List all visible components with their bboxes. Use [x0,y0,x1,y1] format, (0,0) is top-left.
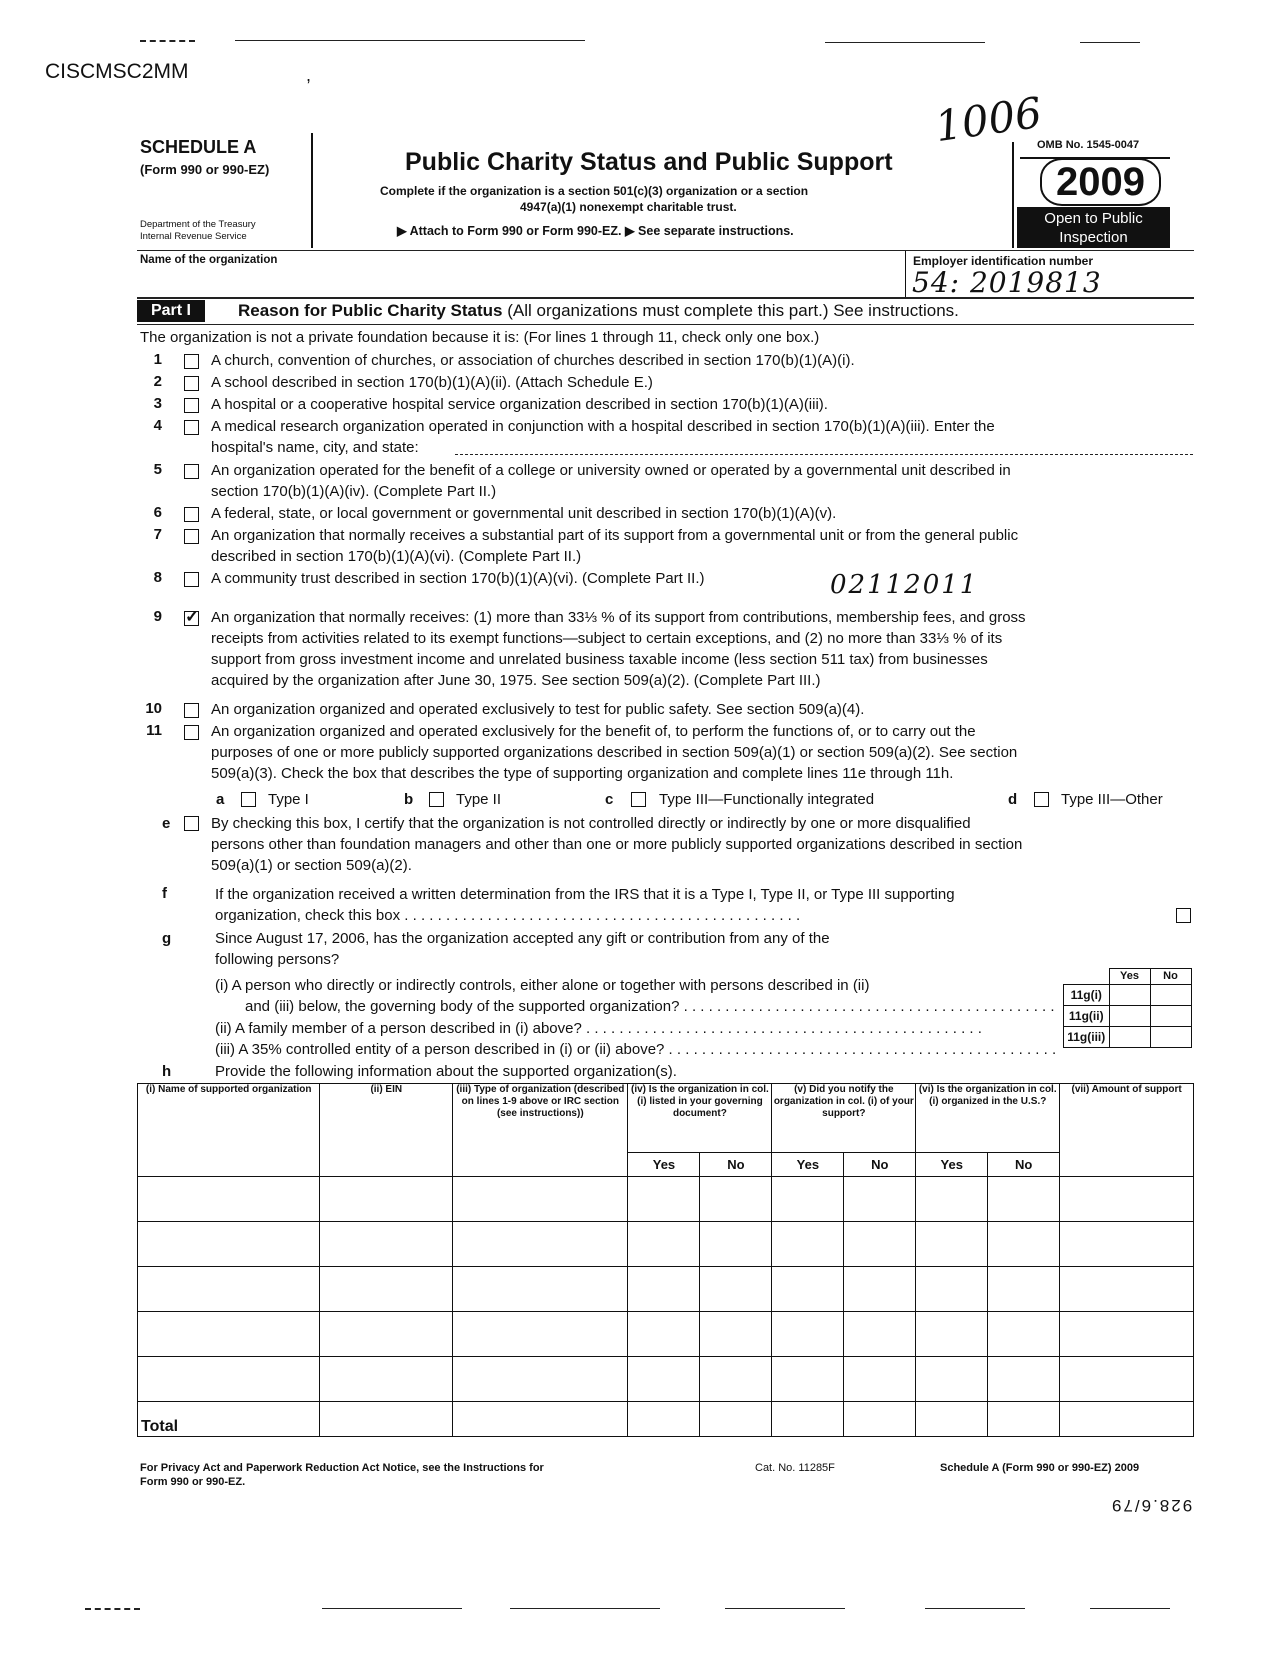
table-cell[interactable] [700,1312,772,1357]
line10-checkbox[interactable] [184,703,199,718]
line-f-text-2 [215,905,1165,926]
col-header-listed-text: (iv) Is the organization in col. (i) listed in your governing document? [631,1084,769,1119]
line-checkbox[interactable] [184,572,199,587]
line-text-continued: section 170(b)(1)(A)(iv). (Complete Part II.) [211,483,497,500]
scan-line [235,40,585,41]
scan-line [1090,1608,1170,1609]
privacy-notice-2: Form 990 or 990-EZ. [140,1476,246,1488]
subtitle-2: 4947(a)(1) nonexempt charitable trust. [520,200,737,214]
table-cell[interactable] [138,1312,320,1357]
total-cell[interactable] [320,1402,453,1437]
line-text: A community trust described in section 170(b)(1)(A)(vi). (Complete Part II.) [211,570,705,587]
type-a-checkbox[interactable] [241,792,256,807]
line-checkbox[interactable] [184,398,199,413]
col-header-listed [628,1084,772,1153]
scan-line [510,1608,660,1609]
type-a-label: Type I [268,791,309,808]
grid-corner [1064,969,1110,985]
type-c-checkbox[interactable] [631,792,646,807]
grid-yes-header: Yes [1109,969,1150,985]
part1-title-bold: Reason for Public Charity Status [238,301,503,320]
table-cell[interactable] [916,1222,988,1267]
type-d-checkbox[interactable] [1034,792,1049,807]
line-text: A church, convention of churches, or association of churches described in section 170(b)(1)(A)(i). [211,352,855,369]
table-cell[interactable] [320,1177,453,1222]
line11-text-1: An organization organized and operated exclusively for the benefit of, to perform the functions of, or to carry out the [211,723,976,740]
part1-intro: The organization is not a private foundation because it is: (For lines 1 through 11, check only one box.) [140,329,820,346]
line-number: 2 [153,373,162,390]
table-cell[interactable] [916,1267,988,1312]
col-header-us [916,1084,1060,1153]
table-row [138,1267,1194,1312]
tax-year: 2009 [1040,158,1161,206]
line-checkbox[interactable] [184,420,199,435]
hospital-name-entry-line[interactable] [455,454,1193,455]
table-cell[interactable] [772,1357,844,1402]
col-header-name [138,1084,320,1177]
scan-line [322,1608,462,1609]
table-body [138,1177,1194,1402]
total-cell[interactable] [772,1402,844,1437]
table-cell[interactable] [138,1357,320,1402]
type-a-letter: a [216,791,225,808]
line-e-text-1: By checking this box, I certify that the organization is not controlled directly or indirectly by one or more disqualified [211,815,971,832]
type-d-label: Type III—Other [1061,791,1163,808]
line9-text-4: acquired by the organization after June 30, 1975. See section 509(a)(2). (Complete Part III.) [211,672,821,689]
table-cell[interactable] [320,1267,453,1312]
line-f-text-2-label: organization, check this box [215,907,401,924]
code-11g-i: 11g(i) [1064,984,1110,1005]
table-cell[interactable] [844,1222,916,1267]
line9-text-1: An organization that normally receives: (1) more than 33⅓ % of its support from contributions, membership fees, and gross [211,609,1026,626]
scan-line [85,1608,140,1610]
leader-dots [582,1020,982,1037]
code-11g-iii: 11g(iii) [1064,1026,1110,1047]
notify-yes: Yes [772,1153,844,1177]
table-row [138,1357,1194,1402]
col-header-ein [320,1084,453,1177]
table-row [138,1312,1194,1357]
answer-11g-iii-yes[interactable] [1109,1026,1150,1047]
type-c-label: Type III—Functionally integrated [659,791,875,808]
line10-text: An organization organized and operated exclusively to test for public safety. See section 509(a)(4). [211,701,865,718]
table-cell[interactable] [1060,1312,1194,1357]
total-label: Total [138,1402,320,1437]
line-checkbox[interactable] [184,354,199,369]
table-cell[interactable] [628,1357,700,1402]
line-text-continued: described in section 170(b)(1)(A)(vi). (Complete Part II.) [211,548,582,565]
table-cell[interactable] [453,1222,628,1267]
answer-11g-ii-yes[interactable] [1109,1005,1150,1026]
line-e-text-3: 509(a)(1) or section 509(a)(2). [211,857,412,874]
subtitle-1: Complete if the organization is a section 501(c)(3) organization or a section [380,184,809,198]
line11-checkbox[interactable] [184,725,199,740]
line-checkbox[interactable] [184,507,199,522]
table-cell[interactable] [138,1177,320,1222]
open-to-public-line-1: Open to Public [1044,210,1143,227]
org-name-label: Name of the organization [140,254,278,266]
table-cell[interactable] [988,1357,1060,1402]
header-divider-right [1012,142,1014,248]
scan-line [825,42,985,43]
table-cell[interactable] [772,1177,844,1222]
line9-text-2: receipts from activities related to its exempt functions—subject to certain exceptions, and (2) no more than 33⅓ % of its [211,630,1003,647]
supported-orgs-table [137,1083,1194,1437]
header-divider-left [311,133,313,248]
line-text: An organization that normally receives a substantial part of its support from a governmental unit or from the general public [211,527,1019,544]
privacy-notice-1: For Privacy Act and Paperwork Reduction Act Notice, see the Instructions for [140,1462,544,1474]
line11-text-2: purposes of one or more publicly supported organizations described in section 509(a)(1) or section 509(a)(2). See section [211,744,1018,761]
table-cell[interactable] [453,1267,628,1312]
part1-bottom-rule [137,324,1194,325]
grid-no-header: No [1150,969,1191,985]
form-reference: Schedule A (Form 990 or 990-EZ) 2009 [940,1462,1140,1474]
table-cell[interactable] [138,1267,320,1312]
line-checkbox[interactable] [184,464,199,479]
table-cell[interactable] [628,1222,700,1267]
table-row [138,1222,1194,1267]
table-cell[interactable] [320,1312,453,1357]
line9-text-3: support from gross investment income and unrelated business taxable income (less section 511 tax) from businesses [211,651,988,668]
open-to-public-line-2: Inspection [1059,229,1128,246]
line-g-i-text-1: (i) A person who directly or indirectly controls, either alone or together with persons described in (ii) [215,977,870,994]
table-cell[interactable] [628,1312,700,1357]
table-cell[interactable] [628,1267,700,1312]
ein-label: Employer identification number [913,254,1094,268]
line11-number: 11 [146,722,162,739]
line-text: A federal, state, or local government or governmental unit described in section 170(b)(1)(A)(v). [211,505,837,522]
total-amount[interactable] [1060,1402,1194,1437]
line-f-letter: f [162,885,167,902]
line-f-text-1: If the organization received a written determination from the IRS that it is a Type I, Type II, or Type III supporting [215,886,955,903]
line-g-iii-text [215,1039,1060,1060]
type-d-letter: d [1008,791,1018,808]
answer-11g-i-yes[interactable] [1109,984,1150,1005]
listed-yes: Yes [628,1153,700,1177]
col-header-notify [772,1084,916,1153]
table-cell[interactable] [772,1267,844,1312]
stamp-number: 928.6/79 [1110,1496,1193,1515]
line9-checkbox[interactable] [184,611,199,626]
table-cell[interactable] [1060,1177,1194,1222]
table-cell[interactable] [320,1357,453,1402]
ein-value: 54: 2019813 [912,266,1102,299]
col-header-ein-text: (ii) EIN [370,1084,403,1095]
line-g-text-2: following persons? [215,951,340,968]
table-cell[interactable] [700,1222,772,1267]
table-cell[interactable] [988,1312,1060,1357]
col-header-type-text: (iii) Type of organization (described on lines 1-9 above or IRC section (see instructions)) [456,1084,625,1119]
document-code: CISCMSC2MM [45,60,189,83]
line-number: 7 [153,526,162,543]
line-number: 6 [153,504,162,521]
line-g-i-text-2-label: and (iii) below, the governing body of the supported organization? [245,998,680,1015]
attach-line: ▶ Attach to Form 990 or Form 990-EZ. ▶ See separate instructions. [397,224,794,238]
total-cell[interactable] [453,1402,628,1437]
line-text: An organization operated for the benefit of a college or university owned or operated by a governmental unit described in [211,462,1011,479]
table-cell[interactable] [844,1312,916,1357]
table-cell[interactable] [988,1177,1060,1222]
header-bottom-rule [137,250,1194,251]
schedule-form: (Form 990 or 990-EZ) [140,162,270,177]
table-cell[interactable] [844,1267,916,1312]
line-f-checkbox[interactable] [1176,908,1191,923]
total-cell[interactable] [628,1402,700,1437]
omb-number: OMB No. 1545-0047 [1037,139,1140,151]
line-text-continued: hospital's name, city, and state: [211,439,419,456]
line8-handwritten: 02112011 [830,570,979,600]
table-cell[interactable] [138,1222,320,1267]
table-cell[interactable] [700,1267,772,1312]
line10-number: 10 [145,700,162,717]
line-g-ii-label: (ii) A family member of a person described in (i) above? [215,1020,582,1037]
table-cell[interactable] [453,1312,628,1357]
line-g-ii-text [215,1018,1060,1039]
total-cell[interactable] [916,1402,988,1437]
notify-no: No [844,1153,916,1177]
answer-11g-i-no[interactable] [1150,984,1191,1005]
col-header-name-text: (i) Name of supported organization [145,1084,312,1095]
type-b-checkbox[interactable] [429,792,444,807]
table-cell[interactable] [320,1222,453,1267]
col-header-amount-text: (vii) Amount of support [1071,1084,1182,1095]
line9-number: 9 [153,608,162,625]
table-cell[interactable] [628,1177,700,1222]
code-11g-ii: 11g(ii) [1064,1005,1110,1026]
leader-dots [664,1041,1060,1058]
type-c-letter: c [605,791,614,808]
line-g-text-1: Since August 17, 2006, has the organization accepted any gift or contribution from any of the [215,930,830,947]
line-checkbox[interactable] [184,376,199,391]
irs: Internal Revenue Service [140,231,247,242]
schedule-title: SCHEDULE A [140,137,257,157]
line-e-letter: e [162,815,171,832]
type-b-letter: b [404,791,414,808]
department: Department of the Treasury [140,219,256,230]
total-cell[interactable] [844,1402,916,1437]
table-cell[interactable] [988,1267,1060,1312]
line-number: 4 [153,417,162,434]
table-cell[interactable] [916,1312,988,1357]
table-row [138,1177,1194,1222]
line-number: 5 [153,461,162,478]
line-number: 3 [153,395,162,412]
line-number: 1 [153,351,162,368]
leader-dots [400,907,800,924]
table-cell[interactable] [453,1177,628,1222]
table-cell[interactable] [700,1357,772,1402]
table-cell[interactable] [844,1357,916,1402]
line-e-text-2: persons other than foundation managers and other than one or more publicly supported organizations described in section [211,836,1023,853]
ein-divider [905,251,906,297]
open-to-public-badge [1017,207,1170,248]
leader-dots [679,998,1060,1015]
scan-line [925,1608,1025,1609]
col-header-amount [1060,1084,1194,1177]
line-h-letter: h [162,1063,172,1080]
line-number: 8 [153,569,162,586]
table-cell[interactable] [916,1357,988,1402]
line-g-i-text-2 [245,996,1060,1017]
line-g-letter: g [162,930,172,947]
handwritten-number: 1006 [932,87,1045,152]
answer-11g-ii-no[interactable] [1150,1005,1191,1026]
line-e-checkbox[interactable] [184,816,199,831]
line-text: A medical research organization operated in conjunction with a hospital described in section 170(b)(1)(A)(iii). Enter the [211,418,995,435]
total-cell[interactable] [700,1402,772,1437]
table-cell[interactable] [700,1177,772,1222]
main-title: Public Charity Status and Public Support [405,148,893,176]
table-cell[interactable] [1060,1222,1194,1267]
listed-no: No [700,1153,772,1177]
catalog-number: Cat. No. 11285F [755,1462,835,1474]
answer-11g-iii-no[interactable] [1150,1026,1191,1047]
col-header-us-text: (vi) Is the organization in col. (i) organized in the U.S.? [918,1084,1057,1107]
line11-text-3: 509(a)(3). Check the box that describes the type of supporting organization and complete lines 11e through 11h. [211,765,954,782]
table-cell[interactable] [844,1177,916,1222]
total-cell[interactable] [988,1402,1060,1437]
col-header-type [453,1084,628,1177]
table-cell[interactable] [772,1312,844,1357]
part1-top-rule [137,297,1194,299]
scan-line [1080,42,1140,43]
us-no: No [988,1153,1060,1177]
scan-line [725,1608,845,1609]
line-text: A hospital or a cooperative hospital service organization described in section 170(b)(1)(A)(iii). [211,396,828,413]
table-cell[interactable] [453,1357,628,1402]
line-text: A school described in section 170(b)(1)(A)(ii). (Attach Schedule E.) [211,374,653,391]
table-cell[interactable] [772,1222,844,1267]
scan-line [140,40,195,42]
line-g-iii-label: (iii) A 35% controlled entity of a person described in (i) or (ii) above? [215,1041,665,1058]
part1-title [238,301,959,321]
part1-title-rest: (All organizations must complete this part.) See instructions. [507,301,959,320]
us-yes: Yes [916,1153,988,1177]
part1-tag: Part I [137,300,205,322]
line-g-yes-no-grid [1063,968,1192,1048]
table-cell[interactable] [988,1222,1060,1267]
type-b-label: Type II [456,791,502,808]
comma-mark: , [306,65,312,85]
col-header-notify-text: (v) Did you notify the organization in col. (i) of your support? [773,1084,914,1119]
line-h-text: Provide the following information about the supported organization(s). [215,1063,677,1080]
table-cell[interactable] [1060,1267,1194,1312]
table-cell[interactable] [916,1177,988,1222]
table-cell[interactable] [1060,1357,1194,1402]
line-checkbox[interactable] [184,529,199,544]
